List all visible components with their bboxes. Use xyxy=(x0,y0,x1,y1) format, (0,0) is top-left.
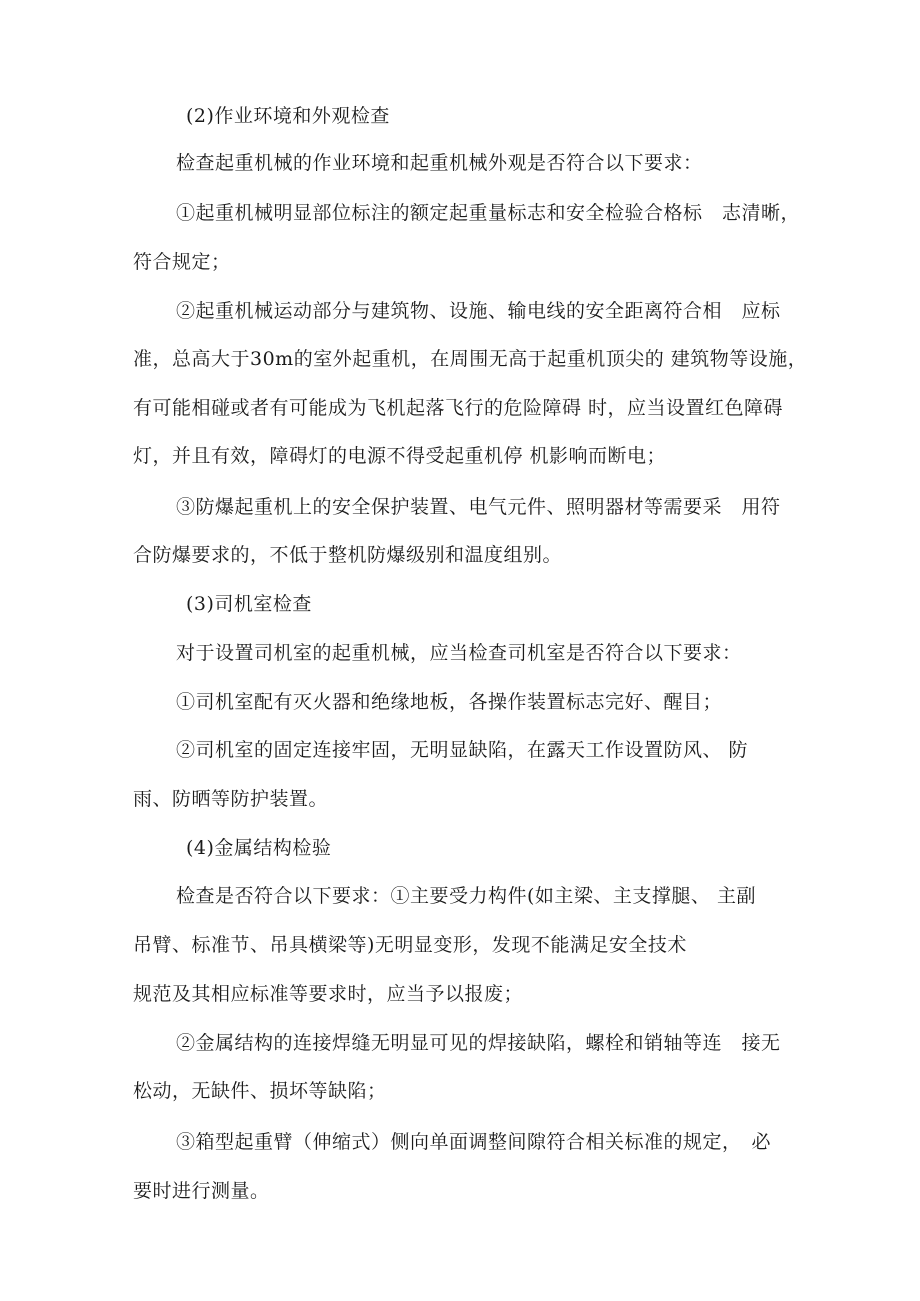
paragraph-line: 要时进行测量。 xyxy=(133,1180,270,1202)
paragraph-line: 雨、防晒等防护装置。 xyxy=(133,788,329,810)
paragraph-line: 吊臂、标准节、吊具横梁等)无明显变形，发现不能满足安全技术 xyxy=(133,934,687,956)
paragraph-line: 合防爆要求的，不低于整机防爆级别和温度组别。 xyxy=(133,544,563,566)
paragraph-line: ③箱型起重臂（伸缩式）侧向单面调整间隙符合相关标准的规定， 必 xyxy=(176,1131,772,1153)
paragraph-line: ②司机室的固定连接牢固，无明显缺陷，在露天工作设置防风、 防 xyxy=(176,739,749,761)
section-heading-4: (4)金属结构检验 xyxy=(186,837,332,859)
paragraph-line: 准，总高大于30m的室外起重机，在周围无高于起重机顶尖的 建筑物等设施， xyxy=(133,348,808,370)
paragraph-line: ②金属结构的连接焊缝无明显可见的焊接缺陷，螺栓和销轴等连 接无 xyxy=(176,1032,781,1054)
paragraph-line: ①起重机械明显部位标注的额定起重量标志和安全检验合格标 志清晰， xyxy=(176,202,801,224)
paragraph-line: 对于设置司机室的起重机械，应当检查司机室是否符合以下要求： xyxy=(176,642,742,664)
paragraph-line: 规范及其相应标准等要求时，应当予以报废； xyxy=(133,983,524,1005)
paragraph-line: 检查是否符合以下要求：①主要受力构件(如主梁、主支撑腿、 主副 xyxy=(176,885,756,907)
section-heading-2: (2)作业环境和外观检查 xyxy=(186,105,390,127)
paragraph-line: ③防爆起重机上的安全保护装置、电气元件、照明器材等需要采 用符 xyxy=(176,496,781,518)
paragraph-line: ①司机室配有灭火器和绝缘地板，各操作装置标志完好、醒目； xyxy=(176,691,723,713)
paragraph-line: 检查起重机械的作业环境和起重机械外观是否符合以下要求： xyxy=(176,152,703,174)
paragraph-line: 符合规定； xyxy=(133,251,231,273)
paragraph-line: 有可能相碰或者有可能成为飞机起落飞行的危险障碍 时，应当设置红色障碍 xyxy=(133,397,784,419)
section-heading-3: (3)司机室检查 xyxy=(186,593,312,615)
paragraph-line: ②起重机械运动部分与建筑物、设施、输电线的安全距离符合相 应标 xyxy=(176,300,781,322)
paragraph-line: 灯，并且有效，障碍灯的电源不得受起重机停 机影响而断电； xyxy=(133,445,667,467)
paragraph-line: 松动，无缺件、损坏等缺陷； xyxy=(133,1080,387,1102)
